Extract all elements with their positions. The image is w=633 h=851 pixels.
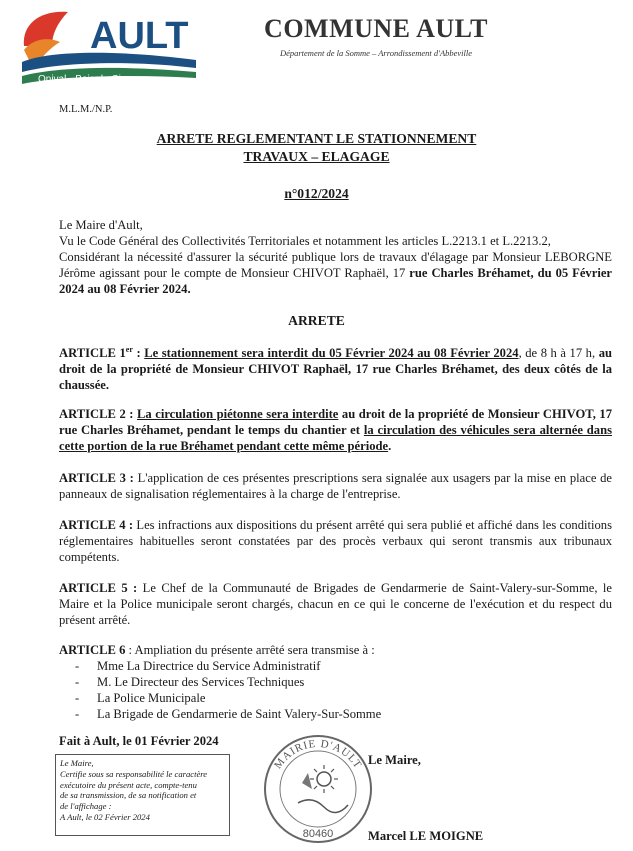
article-5: ARTICLE 5 : Le Chef de la Communauté de Brigades de Gendarmerie de Saint-Valery-sur-Somme, le Maire et la Police municipale seront chargés, chacun en ce qui le concerne de l'exécution et du respect du présent arrêté. — [59, 581, 612, 627]
article-6: ARTICLE 6 : Ampliation du présente arrêté sera transmise à : — [59, 643, 375, 657]
article-2: ARTICLE 2 : La circulation piétonne sera interdite au droit de la propriété de Monsieur CHIVOT, 17 rue Charles Bréhamet, pendant le temps du chantier et la circulation des véhicules sera alternée dans cette portion de la rue Bréhamet pendant cette même période. — [59, 407, 613, 453]
cert-line: Le Maire, — [60, 758, 94, 768]
logo-name: AULT — [90, 15, 189, 57]
list-item: - La Police Municipale — [75, 691, 206, 705]
article-1: ARTICLE 1er : Le stationnement sera interdit du 05 Février 2024 au 08 Février 2024, de 8 h à 17 h, au droit de la propriété de Monsieur CHIVOT Raphaël, 17 rue Charles Bréhamet, des deux côtés de la chaussée. — [59, 345, 612, 393]
signatory-name: Marcel LE MOIGNE — [368, 829, 484, 843]
place-date: Fait à Ault, le 01 Février 2024 — [59, 734, 219, 748]
cert-line: A Ault, le 02 Février 2024 — [60, 811, 150, 822]
intro-bold: rue Charles Bréhamet, du 05 Février 2024 au 08 Février 2024. — [59, 266, 613, 296]
stamp-zip: 80460 — [302, 828, 334, 840]
cert-line: de sa transmission, de sa notification et — [60, 790, 197, 801]
signature-title: Le Maire, — [368, 753, 421, 767]
article-4: ARTICLE 4 : Les infractions aux dispositions du présent arrêté qui sera publié et affiché dans les conditions réglementaires habituelles seront constatées par des procès verbaux qui seront transmis aux tribunaux compétents. — [59, 518, 612, 564]
svg-text:MAIRIE D'AULT — [272, 738, 364, 771]
commune-subtitle: Département de la Somme – Arrondissement d'Abbeville — [279, 48, 473, 58]
title-line-1: ARRETE REGLEMENTANT LE STATIONNEMENT — [156, 131, 477, 146]
intro-line-1: Le Maire d'Ault, — [59, 218, 143, 232]
commune-title: COMMUNE AULT — [264, 14, 488, 43]
stamp-text: MAIRIE D'AULT — [272, 737, 364, 772]
recipient-list — [75, 658, 595, 722]
article-3-label: ARTICLE 3 : — [59, 471, 134, 485]
cert-line: exécutoire du présent acte, compte-tenu — [60, 779, 197, 790]
article-4-label: ARTICLE 4 : — [59, 518, 134, 532]
title-line-2: TRAVAUX – ELAGAGE — [243, 149, 390, 164]
arrete-number: n°012/2024 — [284, 186, 349, 201]
intro — [59, 217, 612, 297]
article-5-label: ARTICLE 5 : — [59, 581, 138, 595]
list-item: - Mme La Directrice du Service Administratif — [75, 659, 321, 673]
commune-logo — [20, 6, 200, 88]
list-item: - La Brigade de Gendarmerie de Saint Valery-Sur-Somme — [75, 707, 382, 721]
cert-line: de l'affichage : — [60, 801, 112, 812]
cert-line: Certifie sous sa responsabilité le caractère — [60, 768, 208, 779]
official-stamp — [262, 733, 374, 845]
article-1-label: ARTICLE 1er : Le stationnement sera interdit du 05 Février 2024 au 08 Février 2024 — [59, 345, 519, 361]
article-2-label: ARTICLE 2 : — [59, 407, 134, 421]
arrete-heading: ARRETE — [288, 313, 345, 328]
article-6-label: ARTICLE 6 — [59, 643, 126, 657]
intro-line-2: Vu le Code Général des Collectivités Territoriales et notamment les articles L.2213.1 et L.2213.2, — [59, 234, 551, 248]
intro-line-3: Considérant la nécessité d'assurer la sécurité publique lors de travaux d'élagage par Monsieur LEBORGNE Jérôme agissant pour le compte de Monsieur CHIVOT Raphaël, 17 rue Charles Bréhamet, du 05 Février 2024 au 08 Février 2024. — [59, 250, 613, 296]
logo-tagline: Onival - Bois de Cise — [38, 74, 132, 85]
list-item: - M. Le Directeur des Services Techniques — [75, 675, 305, 689]
certification-box — [55, 754, 230, 836]
reference: M.L.M./N.P. — [59, 104, 113, 115]
article-3: ARTICLE 3 : L'application de ces présentes prescriptions sera signalée aux usagers par la mise en place de panneaux de signalisation réglementaires à la charge de l'entreprise. — [59, 471, 612, 501]
